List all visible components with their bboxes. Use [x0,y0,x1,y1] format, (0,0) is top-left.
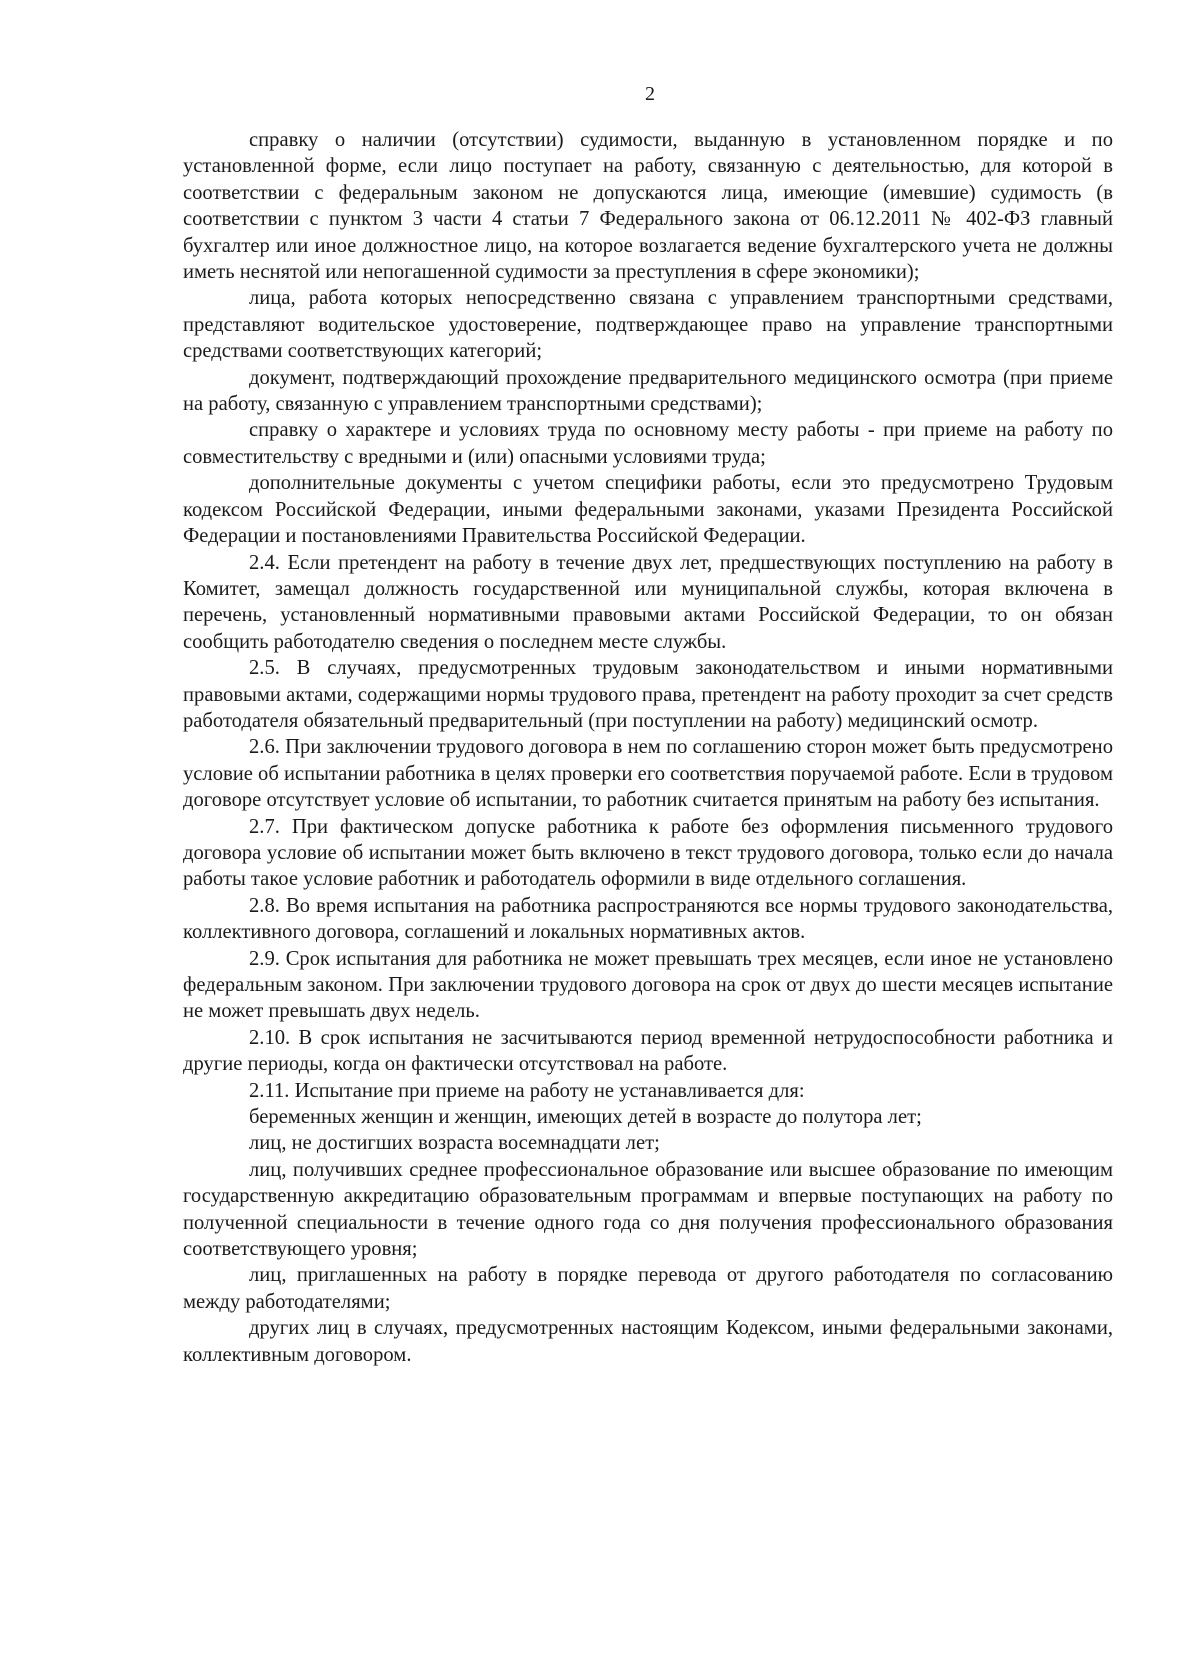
paragraph-2-8: 2.8. Во время испытания на работника распространяются все нормы трудового законодательства, коллективного договора, соглашений и локальных нормативных актов. [183,894,1113,944]
paragraph-2-6: 2.6. При заключении трудового договора в нем по соглашению сторон может быть предусмотрено условие об испытании работника в целях проверки его соответствия поручаемой работе. Если в трудовом договоре отсутствует условие об испытании, то работник считается принятым на работу без испытания. [183,736,1113,812]
list-item: лиц, не достигших возраста восемнадцати лет; [249,1132,660,1155]
paragraph: лица, работа которых непосредственно связана с управлением транспортными средствами, представляют водительское удостоверение, подтверждающее право на управление транспортными средствами соответствующих категорий; [183,287,1113,363]
paragraph-2-9: 2.9. Срок испытания для работника не может превышать трех месяцев, если иное не установлено федеральным законом. При заключении трудового договора на срок от двух до шести месяцев испытание не может превышать двух недель. [183,947,1113,1023]
paragraph-2-5: 2.5. В случаях, предусмотренных трудовым законодательством и иными нормативными правовыми актами, содержащими нормы трудового права, претендент на работу проходит за счет средств работодателя обязательный предварительный (при поступлении на работу) медицинский осмотр. [183,657,1113,732]
paragraph: справку о характере и условиях труда по основному месту работы - при приеме на работу по совместительству с вредными и (или) опасными условиями труда; [183,419,1113,468]
list-item: лиц, получивших среднее профессиональное образование или высшее образование по имеющим государственную аккредитацию образовательным программам и впервые поступающих на работу по полученной специальности в течение одного года со дня получения профессионального образования соответствующего уровня; [183,1158,1113,1261]
paragraph-2-7: 2.7. При фактическом допуске работника к работе без оформления письменного трудового договора условие об испытании может быть включено в текст трудового договора, только если до начала работы такое условие работник и работодатель оформили в виде отдельного соглашения. [183,815,1113,891]
list-item: других лиц в случаях, предусмотренных настоящим Кодексом, иными федеральными законами, коллективным договором. [183,1317,1113,1366]
paragraph-2-4: 2.4. Если претендент на работу в течение двух лет, предшествующих поступлению на работу в Комитет, замещал должность государственной или муниципальной службы, которая включена в перечень, установленный нормативными правовыми актами Российской Федерации, то он обязан сообщить работодателю сведения о последнем месте службы. [183,551,1113,653]
page-number: 2 [645,83,655,105]
paragraph: справку о наличии (отсутствии) судимости, выданную в установленном порядке и по установленной форме, если лицо поступает на работу, связанную с деятельностью, для которой в соответствии с федеральным законом не допускаются лица, имеющие (имевшие) судимость (в соответствии с пунктом 3 части 4 статьи 7 Федерального закона от 06.12.2011 № 402-ФЗ главный бухгалтер или иное должностное лицо, на которое возлагается ведение бухгалтерского учета не должны иметь неснятой или непогашенной судимости за преступления в сфере экономики); [183,129,1113,284]
paragraph: дополнительные документы с учетом специфики работы, если это предусмотрено Трудовым кодексом Российской Федерации, иными федеральными законами, указами Президента Российской Федерации и постановлениями Правительства Российской Федерации. [183,472,1113,548]
paragraph-2-11: 2.11. Испытание при приеме на работу не устанавливается для: [249,1079,805,1102]
paragraph-2-10: 2.10. В срок испытания не засчитываются период временной нетрудоспособности работника и другие периоды, когда он фактически отсутствовал на работе. [183,1026,1113,1076]
document-body [183,127,1113,1368]
list-item: беременных женщин и женщин, имеющих детей в возрасте до полутора лет; [249,1106,922,1129]
list-item: лиц, приглашенных на работу в порядке перевода от другого работодателя по согласованию между работодателями; [183,1264,1113,1313]
paragraph: документ, подтверждающий прохождение предварительного медицинского осмотра (при приеме на работу, связанную с управлением транспортными средствами); [183,366,1113,416]
